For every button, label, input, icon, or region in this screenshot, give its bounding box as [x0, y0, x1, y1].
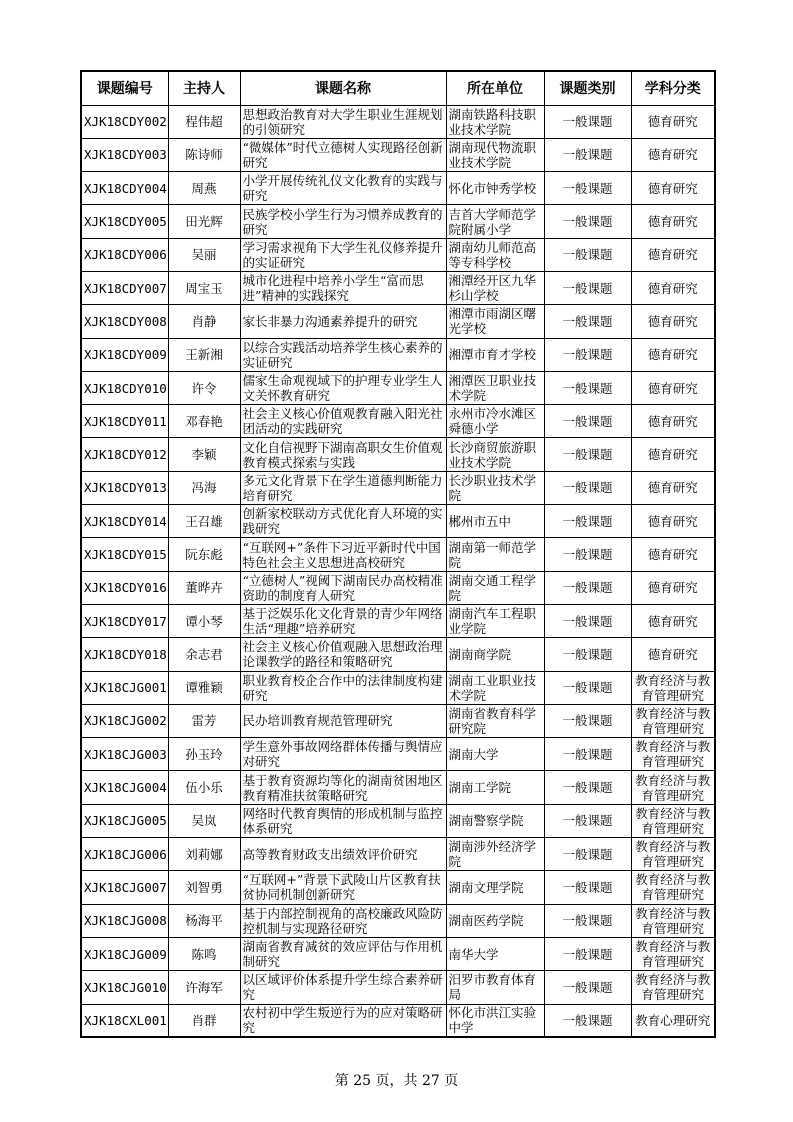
table-row [81, 305, 715, 338]
cell-code: XJK18CDY015 [81, 538, 168, 571]
cell-host: 田光辉 [168, 205, 240, 238]
cell-code: XJK18CJG010 [81, 971, 168, 1004]
cell-name: “立德树人”视阈下湖南民办高校精准资助的制度育人研究 [240, 571, 446, 604]
cell-category: 一般课题 [544, 771, 631, 804]
cell-host: 冯海 [168, 471, 240, 504]
cell-host: 许令 [168, 371, 240, 404]
cell-category: 一般课题 [544, 738, 631, 771]
table-row [81, 405, 715, 438]
table-row [81, 937, 715, 970]
cell-category: 一般课题 [544, 838, 631, 871]
cell-unit: 湖南工业职业技术学院 [446, 671, 544, 704]
cell-subject: 教育经济与教育管理研究 [631, 671, 715, 704]
cell-name: 基于教育资源均等化的湖南贫困地区教育精准扶贫策略研究 [240, 771, 446, 804]
cell-name: “互联网+”背景下武陵山片区教育扶贫协同机制创新研究 [240, 871, 446, 904]
cell-category: 一般课题 [544, 804, 631, 837]
cell-host: 阮东彪 [168, 538, 240, 571]
header-code: 课题编号 [81, 71, 168, 105]
cell-category: 一般课题 [544, 704, 631, 737]
cell-subject: 教育经济与教育管理研究 [631, 704, 715, 737]
cell-category: 一般课题 [544, 205, 631, 238]
cell-code: XJK18CDY010 [81, 371, 168, 404]
cell-subject: 德育研究 [631, 205, 715, 238]
cell-unit: 湖南第一师范学院 [446, 538, 544, 571]
cell-unit: 湖南商学院 [446, 638, 544, 671]
cell-subject: 教育经济与教育管理研究 [631, 804, 715, 837]
cell-subject: 德育研究 [631, 338, 715, 371]
cell-code: XJK18CDY008 [81, 305, 168, 338]
cell-unit: 湖南医药学院 [446, 904, 544, 937]
cell-code: XJK18CJG006 [81, 838, 168, 871]
cell-host: 程伟超 [168, 105, 240, 138]
cell-subject: 教育经济与教育管理研究 [631, 971, 715, 1004]
cell-category: 一般课题 [544, 172, 631, 205]
cell-subject: 教育经济与教育管理研究 [631, 937, 715, 970]
cell-code: XJK18CXL001 [81, 1004, 168, 1037]
cell-name: 民办培训教育规范管理研究 [240, 704, 446, 737]
cell-code: XJK18CJG007 [81, 871, 168, 904]
table-row [81, 704, 715, 737]
table-row [81, 804, 715, 837]
cell-name: 小学开展传统礼仪文化教育的实践与研究 [240, 172, 446, 205]
cell-name: 高等教育财政支出绩效评价研究 [240, 838, 446, 871]
table-row [81, 671, 715, 704]
table-row [81, 238, 715, 271]
cell-subject: 教育经济与教育管理研究 [631, 771, 715, 804]
table-row [81, 971, 715, 1004]
cell-subject: 德育研究 [631, 505, 715, 538]
cell-category: 一般课题 [544, 638, 631, 671]
cell-category: 一般课题 [544, 305, 631, 338]
cell-subject: 德育研究 [631, 604, 715, 637]
cell-code: XJK18CJG005 [81, 804, 168, 837]
header-unit: 所在单位 [446, 71, 544, 105]
cell-code: XJK18CDY016 [81, 571, 168, 604]
cell-subject: 德育研究 [631, 405, 715, 438]
cell-name: 多元文化背景下在学生道德判断能力培育研究 [240, 471, 446, 504]
cell-host: 肖群 [168, 1004, 240, 1037]
table-row [81, 771, 715, 804]
cell-category: 一般课题 [544, 371, 631, 404]
cell-name: 思想政治教育对大学生职业生涯规划的引领研究 [240, 105, 446, 138]
table-row [81, 338, 715, 371]
cell-host: 吴丽 [168, 238, 240, 271]
cell-host: 伍小乐 [168, 771, 240, 804]
cell-code: XJK18CDY006 [81, 238, 168, 271]
cell-code: XJK18CDY017 [81, 604, 168, 637]
cell-category: 一般课题 [544, 405, 631, 438]
cell-unit: 湖南文理学院 [446, 871, 544, 904]
cell-host: 周燕 [168, 172, 240, 205]
cell-host: 谭雅颖 [168, 671, 240, 704]
cell-host: 王召雄 [168, 505, 240, 538]
header-name: 课题名称 [240, 71, 446, 105]
cell-name: 学习需求视角下大学生礼仪修养提升的实证研究 [240, 238, 446, 271]
table-row [81, 571, 715, 604]
cell-name: 家长非暴力沟通素养提升的研究 [240, 305, 446, 338]
cell-code: XJK18CDY002 [81, 105, 168, 138]
cell-category: 一般课题 [544, 1004, 631, 1037]
cell-unit: 湖南省教育科学研究院 [446, 704, 544, 737]
cell-host: 吴岚 [168, 804, 240, 837]
cell-unit: 长沙商贸旅游职业技术学院 [446, 438, 544, 471]
cell-category: 一般课题 [544, 604, 631, 637]
cell-name: 城市化进程中培养小学生“富而思进”精神的实践探究 [240, 271, 446, 304]
cell-subject: 德育研究 [631, 638, 715, 671]
table-row [81, 205, 715, 238]
cell-unit: 湖南大学 [446, 738, 544, 771]
cell-host: 余志君 [168, 638, 240, 671]
cell-host: 邓春艳 [168, 405, 240, 438]
cell-name: 社会主义核心价值观教育融入阳光社团活动的实践研究 [240, 405, 446, 438]
table-row [81, 138, 715, 171]
cell-category: 一般课题 [544, 471, 631, 504]
cell-host: 陈鸣 [168, 937, 240, 970]
cell-code: XJK18CDY012 [81, 438, 168, 471]
cell-unit: 湖南涉外经济学院 [446, 838, 544, 871]
cell-name: 基于泛娱乐化文化背景的青少年网络生活“理趣”培养研究 [240, 604, 446, 637]
cell-code: XJK18CDY007 [81, 271, 168, 304]
cell-category: 一般课题 [544, 438, 631, 471]
cell-name: “微媒体”时代立德树人实现路径创新研究 [240, 138, 446, 171]
table-row [81, 838, 715, 871]
cell-code: XJK18CJG004 [81, 771, 168, 804]
table-row [81, 471, 715, 504]
cell-unit: 永州市冷水滩区舜德小学 [446, 405, 544, 438]
project-table [80, 70, 716, 1038]
table-row [81, 638, 715, 671]
cell-code: XJK18CDY009 [81, 338, 168, 371]
cell-subject: 德育研究 [631, 138, 715, 171]
cell-code: XJK18CDY018 [81, 638, 168, 671]
cell-unit: 汨罗市教育体育局 [446, 971, 544, 1004]
cell-name: 创新家校联动方式优化育人环境的实践研究 [240, 505, 446, 538]
cell-unit: 怀化市钟秀学校 [446, 172, 544, 205]
cell-category: 一般课题 [544, 238, 631, 271]
cell-name: 湖南省教育减贫的效应评估与作用机制研究 [240, 937, 446, 970]
table-row [81, 172, 715, 205]
cell-subject: 德育研究 [631, 471, 715, 504]
cell-subject: 德育研究 [631, 305, 715, 338]
cell-host: 许海军 [168, 971, 240, 1004]
table-row [81, 105, 715, 138]
cell-subject: 德育研究 [631, 238, 715, 271]
cell-name: 职业教育校企合作中的法律制度构建研究 [240, 671, 446, 704]
cell-host: 谭小琴 [168, 604, 240, 637]
cell-unit: 郴州市五中 [446, 505, 544, 538]
cell-subject: 德育研究 [631, 172, 715, 205]
cell-unit: 湖南铁路科技职业技术学院 [446, 105, 544, 138]
cell-host: 董晔卉 [168, 571, 240, 604]
page-number: 第 25 页，共 27 页 [334, 1073, 459, 1089]
cell-unit: 湘潭医卫职业技术学院 [446, 371, 544, 404]
cell-unit: 湘潭市雨湖区曙光学校 [446, 305, 544, 338]
cell-host: 周宝玉 [168, 271, 240, 304]
cell-unit: 湖南警察学院 [446, 804, 544, 837]
table-row [81, 505, 715, 538]
cell-unit: 湖南幼儿师范高等专科学校 [446, 238, 544, 271]
cell-name: 农村初中学生叛逆行为的应对策略研究 [240, 1004, 446, 1037]
cell-name: 儒家生命观视域下的护理专业学生人文关怀教育研究 [240, 371, 446, 404]
cell-unit: 长沙职业技术学院 [446, 471, 544, 504]
cell-subject: 教育经济与教育管理研究 [631, 904, 715, 937]
table-row [81, 438, 715, 471]
cell-host: 杨海平 [168, 904, 240, 937]
cell-category: 一般课题 [544, 937, 631, 970]
cell-category: 一般课题 [544, 871, 631, 904]
table-row [81, 538, 715, 571]
cell-code: XJK18CDY003 [81, 138, 168, 171]
cell-category: 一般课题 [544, 138, 631, 171]
table-row [81, 738, 715, 771]
cell-subject: 德育研究 [631, 538, 715, 571]
cell-category: 一般课题 [544, 538, 631, 571]
cell-code: XJK18CDY013 [81, 471, 168, 504]
header-host: 主持人 [168, 71, 240, 105]
cell-unit: 湖南汽车工程职业学院 [446, 604, 544, 637]
cell-name: 以区域评价体系提升学生综合素养研究 [240, 971, 446, 1004]
cell-unit: 湖南现代物流职业技术学院 [446, 138, 544, 171]
cell-subject: 德育研究 [631, 438, 715, 471]
table-row [81, 871, 715, 904]
table-row [81, 1004, 715, 1037]
cell-name: 民族学校小学生行为习惯养成教育的研究 [240, 205, 446, 238]
cell-host: 王新湘 [168, 338, 240, 371]
cell-host: 李颖 [168, 438, 240, 471]
cell-code: XJK18CDY011 [81, 405, 168, 438]
cell-code: XJK18CDY014 [81, 505, 168, 538]
cell-subject: 教育经济与教育管理研究 [631, 871, 715, 904]
cell-code: XJK18CJG002 [81, 704, 168, 737]
cell-code: XJK18CJG001 [81, 671, 168, 704]
cell-name: 文化自信视野下湖南高职女生价值观教育模式探索与实践 [240, 438, 446, 471]
cell-host: 肖静 [168, 305, 240, 338]
header-subject: 学科分类 [631, 71, 715, 105]
table-row [81, 271, 715, 304]
cell-subject: 教育心理研究 [631, 1004, 715, 1037]
cell-category: 一般课题 [544, 971, 631, 1004]
cell-unit: 湖南交通工程学院 [446, 571, 544, 604]
header-category: 课题类别 [544, 71, 631, 105]
cell-host: 刘莉娜 [168, 838, 240, 871]
cell-unit: 湘潭市育才学校 [446, 338, 544, 371]
cell-name: 社会主义核心价值观融入思想政治理论课教学的路径和策略研究 [240, 638, 446, 671]
cell-name: “互联网+”条件下习近平新时代中国特色社会主义思想进高校研究 [240, 538, 446, 571]
cell-category: 一般课题 [544, 338, 631, 371]
cell-subject: 教育经济与教育管理研究 [631, 838, 715, 871]
cell-code: XJK18CDY005 [81, 205, 168, 238]
cell-code: XJK18CJG003 [81, 738, 168, 771]
cell-subject: 教育经济与教育管理研究 [631, 738, 715, 771]
cell-unit: 南华大学 [446, 937, 544, 970]
cell-subject: 德育研究 [631, 571, 715, 604]
table-row [81, 604, 715, 637]
cell-category: 一般课题 [544, 904, 631, 937]
cell-host: 孙玉玲 [168, 738, 240, 771]
table-header-row [81, 71, 715, 105]
cell-host: 刘智勇 [168, 871, 240, 904]
table-row [81, 371, 715, 404]
table-body [81, 105, 715, 1037]
cell-unit: 湘潭经开区九华杉山学校 [446, 271, 544, 304]
cell-name: 学生意外事故网络群体传播与舆情应对研究 [240, 738, 446, 771]
cell-host: 雷芳 [168, 704, 240, 737]
cell-code: XJK18CJG008 [81, 904, 168, 937]
cell-category: 一般课题 [544, 271, 631, 304]
cell-subject: 德育研究 [631, 105, 715, 138]
cell-category: 一般课题 [544, 571, 631, 604]
table-row [81, 904, 715, 937]
cell-category: 一般课题 [544, 671, 631, 704]
cell-category: 一般课题 [544, 505, 631, 538]
cell-unit: 吉首大学师范学院附属小学 [446, 205, 544, 238]
cell-unit: 怀化市洪江实验中学 [446, 1004, 544, 1037]
cell-name: 基于内部控制视角的高校廉政风险防控机制与实现路径研究 [240, 904, 446, 937]
cell-name: 以综合实践活动培养学生核心素养的实证研究 [240, 338, 446, 371]
cell-code: XJK18CJG009 [81, 937, 168, 970]
cell-host: 陈诗师 [168, 138, 240, 171]
cell-code: XJK18CDY004 [81, 172, 168, 205]
cell-subject: 德育研究 [631, 371, 715, 404]
cell-category: 一般课题 [544, 105, 631, 138]
cell-subject: 德育研究 [631, 271, 715, 304]
cell-name: 网络时代教育舆情的形成机制与监控体系研究 [240, 804, 446, 837]
cell-unit: 湖南工学院 [446, 771, 544, 804]
